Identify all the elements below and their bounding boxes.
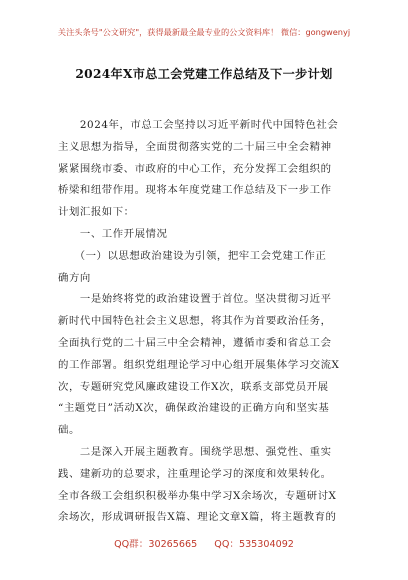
body-line: 全市各级工会组织积极举办集中学习X余场次，专题研讨X (58, 489, 337, 502)
body-line: 紧紧围绕市委、市政府的中心工作，充分发挥工会组织的 (58, 162, 332, 175)
body-line: 余场次，形成调研报告X篇、理论文章X篇，将主题教育的 (58, 511, 337, 524)
footer-contact (0, 536, 408, 550)
header-banner: 关注头条号"公文研究"，获得最新最全最专业的公文资料库！ 微信：gongwenyj (57, 27, 351, 37)
footer-qq: QQ：535304092 (214, 539, 294, 550)
body-line: 全面执行党的二十届三中全会精神，遵循市委和省总工会 (58, 336, 332, 349)
body-line: “主题党日”活动X次，确保政治建设的正确方向和坚实基 (58, 402, 330, 415)
body-line: 2024年，市总工会坚持以习近平新时代中国特色社会 (58, 119, 339, 131)
body-line: 二是深入开展主题教育。围绕学思想、强党性、重实 (58, 445, 332, 458)
body-line: 桥梁和纽带作用。现将本年度党建工作总结及下一步工作 (58, 184, 332, 197)
document-title: 2024年X市总工会党建工作总结及下一步计划 (75, 67, 333, 81)
body-line: 一是始终将党的政治建设置于首位。坚决贯彻习近平 (58, 293, 332, 306)
body-line: 计划汇报如下： (58, 206, 135, 219)
body-line: 础。 (58, 424, 80, 437)
subsection-heading: （一）以思想政治建设为引领，把牢工会党建工作正 (58, 249, 327, 262)
body-line: 的工作部署。组织党组理论学习中心组开展集体学习交流X (58, 358, 340, 371)
document-body (58, 115, 352, 529)
footer-qq-group: QQ群：30265665 (114, 539, 198, 550)
subsection-heading: 确方向 (58, 271, 91, 284)
body-line: 主义思想为指导，全面贯彻落实党的二十届三中全会精神 (58, 140, 332, 153)
body-line: 践、建新功的总要求，注重理论学习的深度和效果转化。 (58, 467, 332, 480)
section-heading: 一、工作开展情况 (58, 227, 168, 240)
body-line: 新时代中国特色社会主义思想，将其作为首要政治任务， (58, 315, 332, 328)
body-line: 次，专题研究党风廉政建设工作X次，联系支部党员开展 (58, 380, 329, 393)
